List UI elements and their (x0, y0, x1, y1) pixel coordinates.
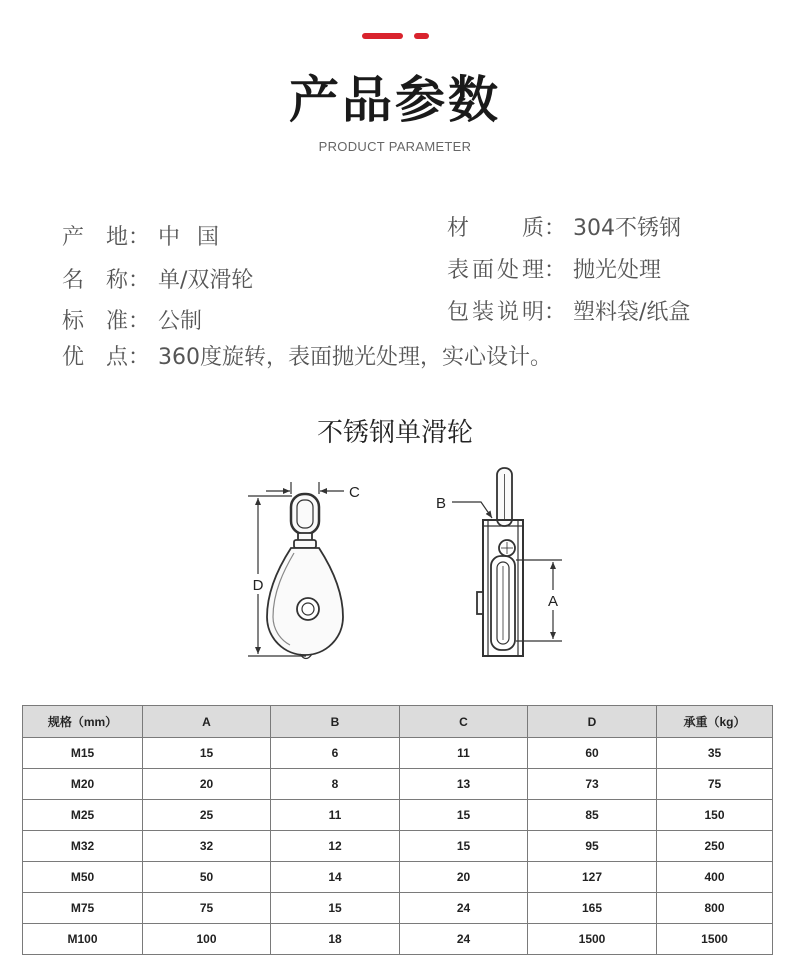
dim-b-leader (452, 502, 492, 518)
header-a: A (143, 706, 271, 738)
cell-size: M100 (23, 924, 143, 955)
spec-label: 标 准 (62, 309, 128, 334)
spec-label: 名 称 (62, 268, 128, 293)
spec-colon: ： (128, 309, 151, 334)
spec-colon: ： (544, 216, 567, 241)
technical-drawing (0, 455, 790, 670)
cell-c: 11 (400, 738, 528, 769)
cell-d: 95 (528, 831, 657, 862)
cell-d: 85 (528, 800, 657, 831)
cell-b: 14 (271, 862, 400, 893)
cell-a: 100 (143, 924, 271, 955)
size-spec-table (22, 705, 773, 955)
header-b: B (271, 706, 400, 738)
header-c: C (400, 706, 528, 738)
cell-a: 25 (143, 800, 271, 831)
dim-c-label: C (349, 484, 360, 501)
cell-d: 127 (528, 862, 657, 893)
side-bolt-head (477, 592, 483, 614)
cell-size: M25 (23, 800, 143, 831)
cell-a: 75 (143, 893, 271, 924)
cell-a: 50 (143, 862, 271, 893)
pulley-side-view (436, 468, 562, 656)
cell-a: 32 (143, 831, 271, 862)
spec-packaging (447, 299, 690, 327)
cell-c: 15 (400, 831, 528, 862)
cell-b: 18 (271, 924, 400, 955)
spec-colon: ： (128, 268, 151, 293)
spec-label: 产 地 (62, 225, 128, 250)
spec-label: 优 点 (62, 345, 128, 370)
cell-load: 75 (657, 769, 773, 800)
cell-size: M32 (23, 831, 143, 862)
cell-size: M50 (23, 862, 143, 893)
table-row (23, 769, 773, 800)
table-row (23, 862, 773, 893)
page-title: 产品参数 (289, 71, 501, 129)
spec-colon: ： (128, 345, 151, 370)
cell-c: 20 (400, 862, 528, 893)
table-row (23, 738, 773, 769)
cell-size: M15 (23, 738, 143, 769)
table-row (23, 893, 773, 924)
spec-value: 单/双滑轮 (158, 268, 254, 293)
spec-surface (447, 257, 661, 285)
spec-value: 360度旋转，表面抛光处理，实心设计。 (158, 345, 552, 370)
spec-standard (62, 308, 202, 336)
spec-value: 中 国 (158, 225, 219, 250)
dim-a-label: A (547, 593, 559, 610)
swivel-collar (294, 540, 316, 548)
cell-load: 35 (657, 738, 773, 769)
cell-b: 8 (271, 769, 400, 800)
table-row (23, 800, 773, 831)
spec-advantage (62, 344, 552, 372)
cell-size: M20 (23, 769, 143, 800)
pulley-front-view (248, 482, 360, 659)
cell-c: 24 (400, 924, 528, 955)
spec-value: 304不锈钢 (573, 216, 681, 241)
cell-b: 15 (271, 893, 400, 924)
cell-load: 400 (657, 862, 773, 893)
axle-hole (297, 598, 319, 620)
spec-value: 抛光处理 (573, 258, 662, 283)
header-size: 规格（mm） (23, 706, 143, 738)
spec-label: 表面处理 (447, 258, 544, 283)
cell-d: 60 (528, 738, 657, 769)
cell-b: 6 (271, 738, 400, 769)
cell-a: 20 (143, 769, 271, 800)
cell-d: 165 (528, 893, 657, 924)
cell-d: 1500 (528, 924, 657, 955)
spec-label: 包装说明 (447, 300, 544, 325)
cell-b: 11 (271, 800, 400, 831)
cell-c: 15 (400, 800, 528, 831)
dim-b-label: B (436, 495, 447, 512)
dim-d-label: D (252, 577, 264, 594)
spec-colon: ： (128, 225, 151, 250)
spec-value: 塑料袋/纸盒 (573, 300, 691, 325)
cell-load: 150 (657, 800, 773, 831)
accent-bar-short (414, 33, 429, 39)
drawing-title: 不锈钢单滑轮 (316, 418, 473, 448)
cell-b: 12 (271, 831, 400, 862)
cell-load: 1500 (657, 924, 773, 955)
header-d: D (528, 706, 657, 738)
spec-label: 材 质 (447, 216, 544, 241)
spec-origin (62, 224, 219, 252)
spec-colon: ： (544, 300, 567, 325)
table-row (23, 831, 773, 862)
spec-value: 公制 (158, 309, 203, 334)
table-row (23, 924, 773, 955)
cell-load: 250 (657, 831, 773, 862)
cell-load: 800 (657, 893, 773, 924)
table-header-row (23, 706, 773, 738)
spec-name (62, 267, 253, 295)
cell-d: 73 (528, 769, 657, 800)
accent-bar-long (362, 33, 403, 39)
cell-a: 15 (143, 738, 271, 769)
cell-size: M75 (23, 893, 143, 924)
cell-c: 13 (400, 769, 528, 800)
spec-material (447, 215, 681, 243)
cell-c: 24 (400, 893, 528, 924)
header-load: 承重（kg） (657, 706, 773, 738)
page-subtitle: PRODUCT PARAMETER (318, 139, 472, 154)
spec-colon: ： (544, 258, 567, 283)
